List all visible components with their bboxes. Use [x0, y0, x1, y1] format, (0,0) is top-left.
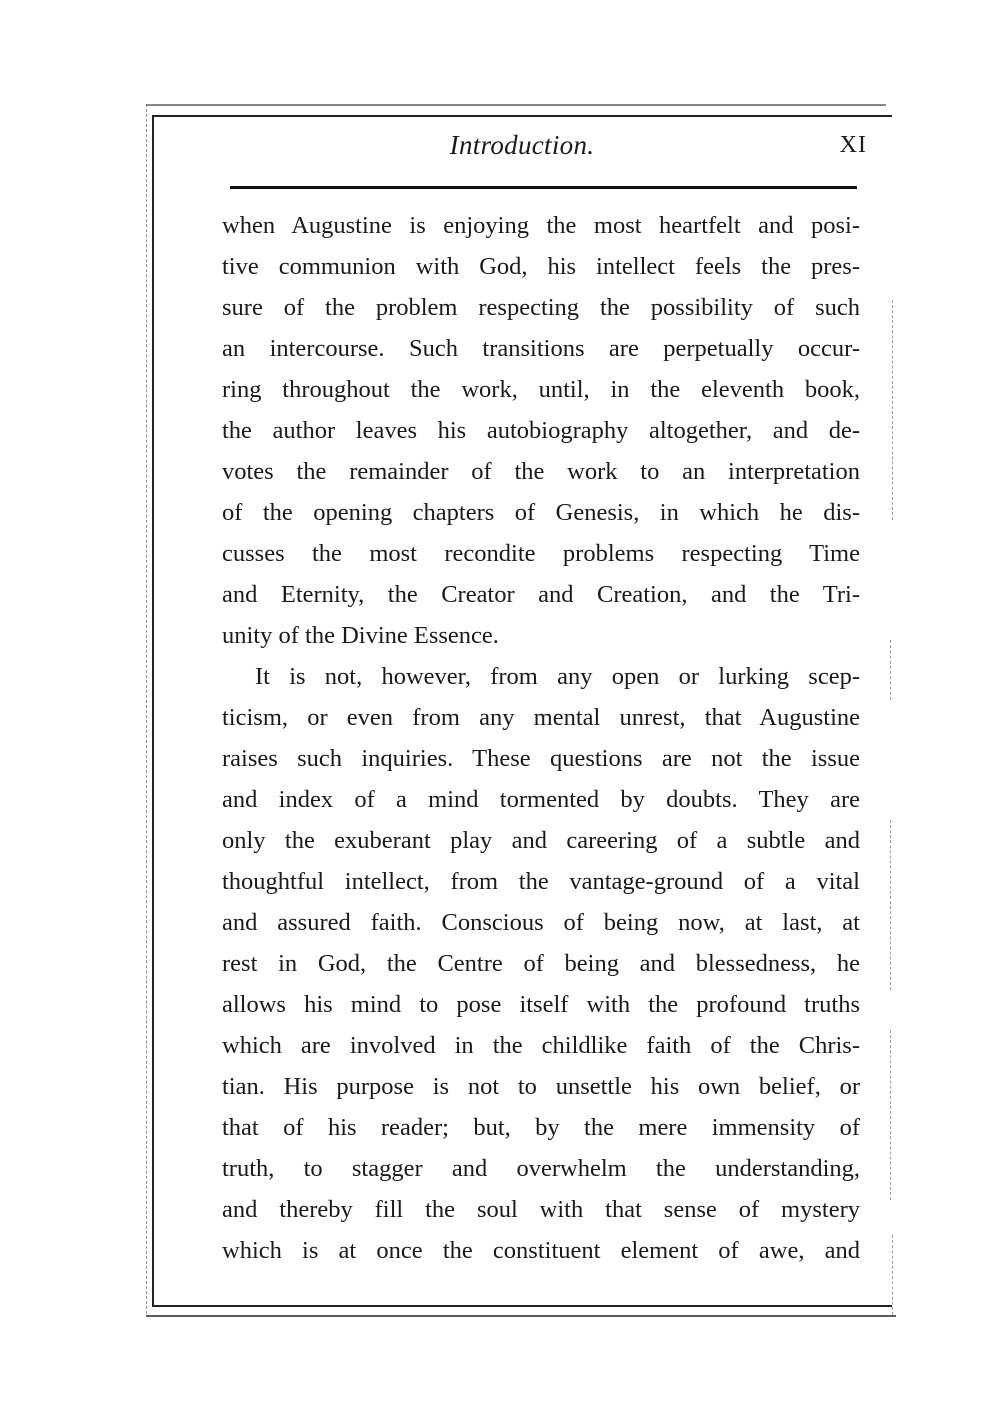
frame-top-outer-rule [146, 104, 886, 106]
text-line: that of his reader; but, by the mere immensity of [222, 1114, 860, 1141]
text-line: and Eternity, the Creator and Creation, and the Tri- [222, 581, 860, 608]
text-line: tive communion with God, his intellect feels the pres- [222, 253, 860, 280]
text-line: which is at once the constituent element of awe, and [222, 1237, 860, 1264]
text-line: and index of a mind tormented by doubts. They are [222, 786, 860, 813]
text-line: raises such inquiries. These questions are not the issue [222, 745, 860, 772]
text-line: ticism, or even from any mental unrest, that Augustine [222, 704, 860, 731]
frame-right-rule-fragment [890, 640, 891, 700]
text-line: unity of the Divine Essence. [222, 622, 499, 649]
text-line: when Augustine is enjoying the most heartfelt and posi- [222, 212, 860, 239]
text-line: tian. His purpose is not to unsettle his own belief, or [222, 1073, 860, 1100]
text-line: an intercourse. Such transitions are perpetually occur- [222, 335, 860, 362]
text-line: which are involved in the childlike faith of the Chris- [222, 1032, 860, 1059]
frame-right-rule-fragment [892, 300, 893, 520]
text-line: the author leaves his autobiography altogether, and de- [222, 417, 860, 444]
frame-left-outer-rule [146, 104, 147, 1314]
frame-left-inner-rule [152, 115, 154, 1305]
frame-bottom-outer-rule [146, 1315, 896, 1317]
text-line: allows his mind to pose itself with the profound truths [222, 991, 860, 1018]
text-line: It is not, however, from any open or lurking scep- [255, 663, 860, 690]
paragraph-1 [222, 205, 860, 656]
body-text [222, 205, 860, 1271]
frame-bottom-inner-rule [152, 1305, 892, 1307]
running-title: Introduction. [449, 130, 595, 160]
frame-right-rule-fragment [890, 1030, 891, 1200]
text-line: only the exuberant play and careering of a subtle and [222, 827, 860, 854]
frame-top-inner-rule [152, 115, 892, 117]
text-line: votes the remainder of the work to an interpretation [222, 458, 860, 485]
text-line: and thereby fill the soul with that sense of mystery [222, 1196, 860, 1223]
text-line: thoughtful intellect, from the vantage-ground of a vital [222, 868, 860, 895]
page-number: XI [839, 132, 867, 158]
text-line: rest in God, the Centre of being and blessedness, he [222, 950, 860, 977]
text-line: ring throughout the work, until, in the eleventh book, [222, 376, 860, 403]
paragraph-2 [222, 656, 860, 1271]
frame-right-rule-fragment [892, 1235, 893, 1315]
running-head [152, 126, 892, 166]
text-line: truth, to stagger and overwhelm the understanding, [222, 1155, 860, 1182]
text-line: and assured faith. Conscious of being now, at last, at [222, 909, 860, 936]
text-line: sure of the problem respecting the possibility of such [222, 294, 860, 321]
text-line: of the opening chapters of Genesis, in which he dis- [222, 499, 860, 526]
text-line: cusses the most recondite problems respecting Time [222, 540, 860, 567]
head-rule [230, 186, 857, 189]
frame-right-rule-fragment [890, 820, 891, 990]
